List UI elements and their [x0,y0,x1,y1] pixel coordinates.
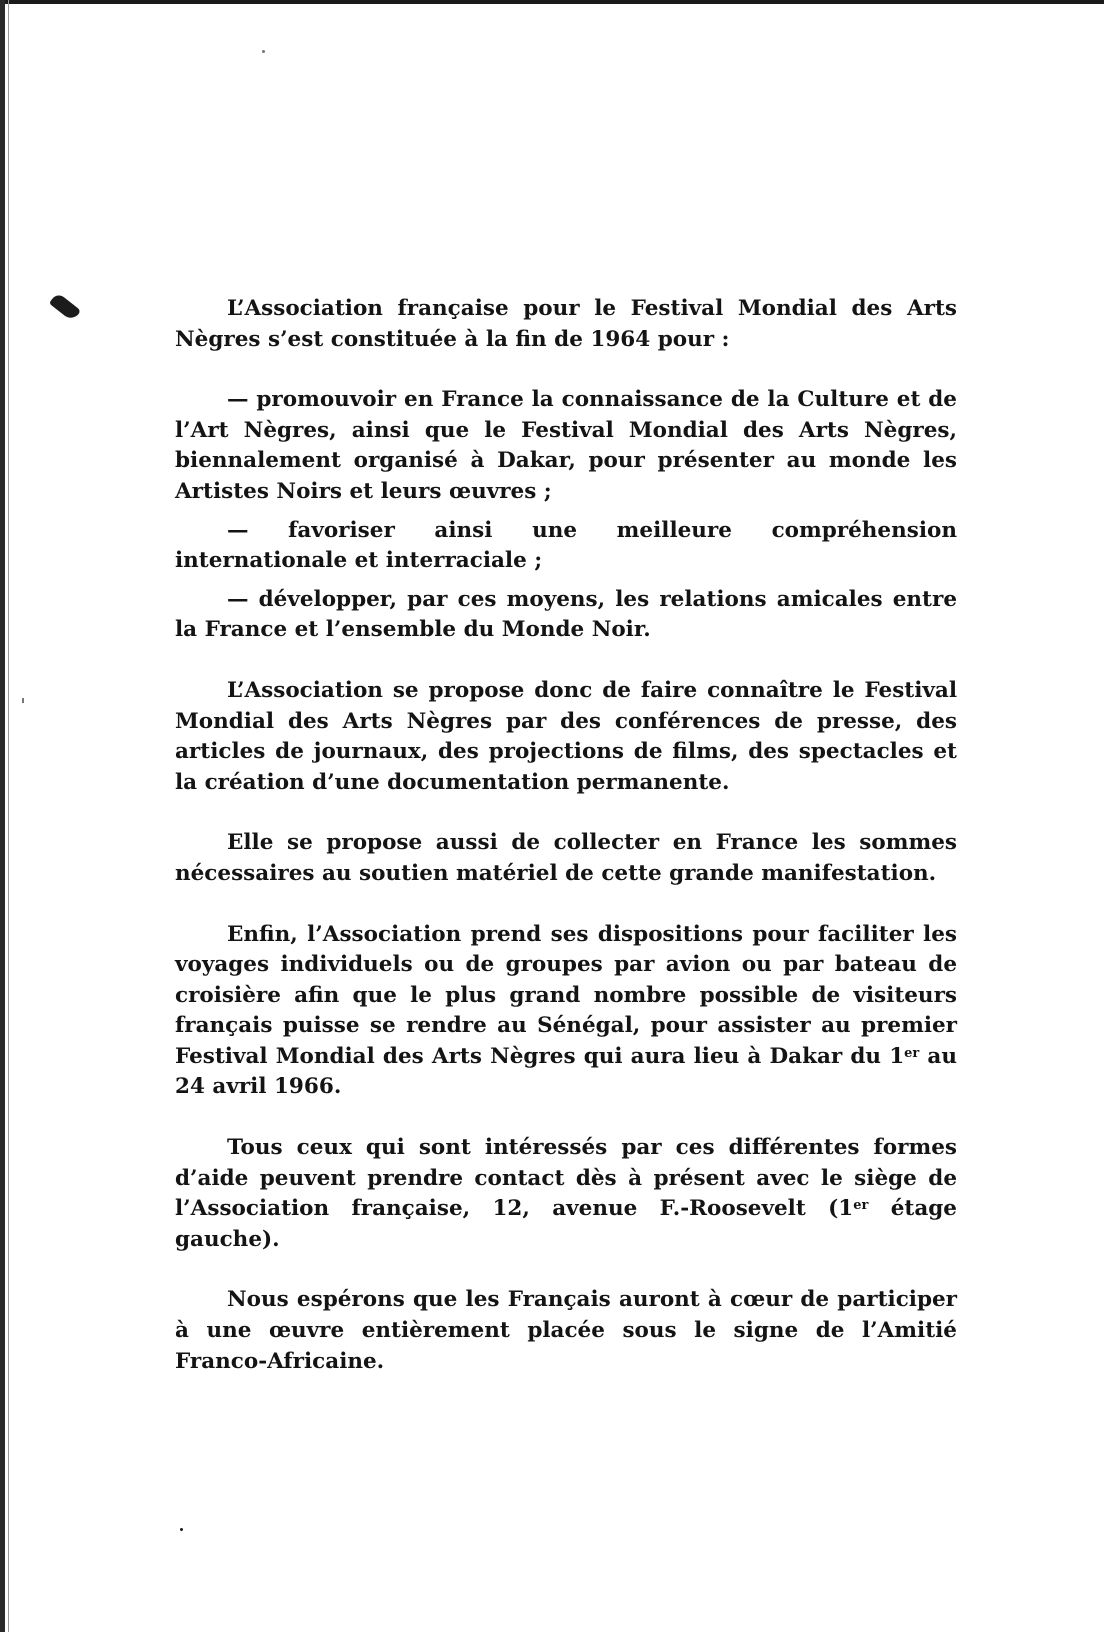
document-body [175,294,957,1377]
contact-text-end: étage gauche). [175,1196,957,1252]
speck-mark [22,698,24,703]
paragraph-goal-relations: — développer, par ces moyens, les relations amicales entre la France et l’ensemble du Monde Noir. [175,586,957,643]
ink-blot-mark [49,292,81,322]
page-edge-left [0,0,5,1632]
paragraph-funding: Elle se propose aussi de collecter en France les sommes nécessaires au soutien matériel de cette grande manifestation. [175,830,957,886]
paragraph-contact [175,1133,957,1255]
paragraph-closing: Nous espérons que les Français auront à cœur de participer à une œuvre entièrement placée sous le signe de l’Amitié Franco-Africaine. [175,1287,957,1374]
travel-text-end: au 24 avril 1966. [175,1043,957,1100]
paragraph-goal-understanding: — favoriser ainsi une meilleure compréhension internationale et interraciale ; [175,517,957,574]
travel-text-start: Enfin, l’Association prend ses dispositions pour faciliter les voyages individuels ou de groupes par avion ou par bateau de croisière afin que le plus grand nombre possible de visiteurs français puisse se rendre au Sénégal, pour assister au premier Festival Mondial des Arts Nègres qui aura lieu à Dakar du 1 [175,921,957,1069]
ordinal-superscript: er [904,1045,920,1061]
contact-text-start: Tous ceux qui sont intéressés par ces différentes formes d’aide peuvent prendre contact dès à présent avec le siège de l’Association française, 12, avenue F.-Roosevelt (1 [175,1135,957,1222]
ordinal-superscript: er [853,1198,869,1214]
page-edge-top [0,0,1104,4]
paragraph-travel [175,920,957,1104]
paragraph-intro: L’Association française pour le Festival Mondial des Arts Nègres s’est constituée à la fin de 1964 pour : [175,296,957,352]
page-edge-left-line [8,0,9,1632]
speck-mark [180,1528,183,1531]
paragraph-means: L’Association se propose donc de faire connaître le Festival Mondial des Arts Nègres par des conférences de presse, des articles de journaux, des projections de films, des spectacles et la création d’une documentation permanente. [175,677,957,795]
paragraph-goal-promote: — promouvoir en France la connaissance de la Culture et de l’Art Nègres, ainsi que le Festival Mondial des Arts Nègres, biennalement organisé à Dakar, pour présenter au monde les Artistes Noirs et leurs œuvres ; [175,387,957,504]
speck-mark [262,50,265,53]
